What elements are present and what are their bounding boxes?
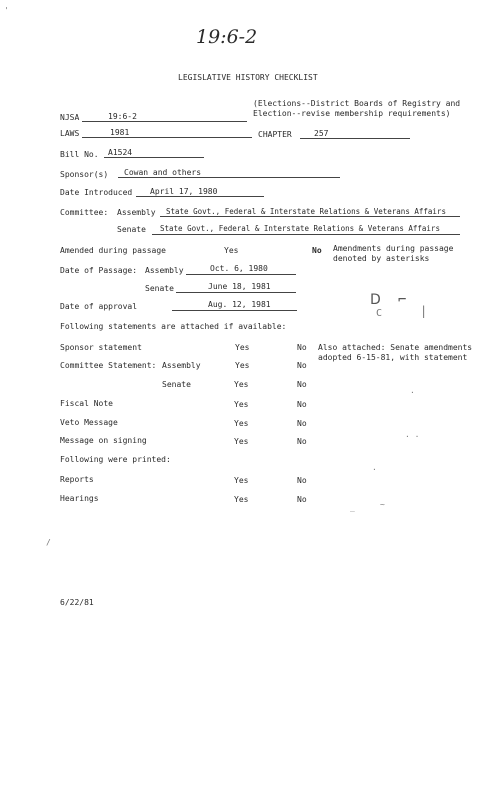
scan-speck: · <box>410 388 415 397</box>
committee-statement-assembly: Assembly <box>162 361 201 370</box>
veto-message-no: No <box>297 419 307 428</box>
reports-yes: Yes <box>234 476 249 485</box>
chapter-label: CHAPTER <box>258 130 292 139</box>
scan-speck: ~ <box>380 500 385 509</box>
committee-statement-assembly-no: No <box>297 361 307 370</box>
approval-underline <box>172 310 297 311</box>
laws-label: LAWS <box>60 129 80 138</box>
signing-message-label: Message on signing <box>60 436 147 445</box>
also-attached-line-2: adopted 6-15-81, with statement <box>318 353 468 362</box>
approval-label: Date of approval <box>60 302 138 311</box>
fiscal-note-label: Fiscal Note <box>60 399 113 408</box>
hearings-no: No <box>297 495 307 504</box>
scan-speck: · · <box>405 432 420 441</box>
passage-senate-label: Senate <box>145 284 174 293</box>
chapter-value: 257 <box>314 129 329 138</box>
passage-assembly-underline <box>186 274 296 275</box>
reports-no: No <box>297 476 307 485</box>
veto-message-label: Veto Message <box>60 418 118 427</box>
committee-assembly-underline <box>160 216 460 217</box>
sponsor-statement-no: No <box>297 343 307 352</box>
stamp-mark-2: ⌐ <box>398 292 407 308</box>
also-attached-line-1: Also attached: Senate amendments <box>318 343 473 352</box>
description-line-2: Election--revise membership requirements) <box>253 109 451 118</box>
committee-statement-assembly-yes: Yes <box>235 361 250 370</box>
approval-value: Aug. 12, 1981 <box>208 300 271 309</box>
introduced-label: Date Introduced <box>60 188 133 197</box>
bill-label: Bill No. <box>60 150 99 159</box>
footer-date: 6/22/81 <box>60 598 94 607</box>
signing-message-no: No <box>297 437 307 446</box>
amended-no: No <box>312 246 322 255</box>
amended-label: Amended during passage <box>60 246 166 255</box>
laws-value: 1981 <box>110 128 130 137</box>
committee-assembly-value: State Govt., Federal & Interstate Relations & Veterans Affairs <box>166 207 446 216</box>
sponsor-value: Cowan and others <box>124 168 202 177</box>
amend-note-line-1: Amendments during passage <box>333 244 454 253</box>
printed-heading: Following were printed: <box>60 455 171 464</box>
passage-senate-underline <box>176 292 296 293</box>
committee-senate-label: Senate <box>117 225 146 234</box>
committee-statement-senate: Senate <box>162 380 191 389</box>
scan-speck: ‾ <box>350 510 355 519</box>
introduced-underline <box>136 196 264 197</box>
veto-message-yes: Yes <box>234 419 249 428</box>
amended-yes: Yes <box>224 246 239 255</box>
amend-note-line-2: denoted by asterisks <box>333 254 430 263</box>
laws-underline <box>82 137 252 138</box>
introduced-value: April 17, 1980 <box>150 187 218 196</box>
sponsor-statement-yes: Yes <box>235 343 250 352</box>
hearings-yes: Yes <box>234 495 249 504</box>
stamp-mark-3: C <box>376 308 383 319</box>
sponsor-label: Sponsor(s) <box>60 170 109 179</box>
scan-speck: / <box>46 538 51 547</box>
sponsor-statement-label: Sponsor statement <box>60 343 142 352</box>
committee-statement-label: Committee Statement: <box>60 361 157 370</box>
handwritten-statute-number: 19:6-2 <box>196 26 258 48</box>
corner-mark: ' <box>4 6 9 15</box>
stamp-mark-4: | <box>420 304 428 318</box>
fiscal-note-no: No <box>297 400 307 409</box>
bill-value: A1524 <box>108 148 133 157</box>
bill-underline <box>104 157 204 158</box>
njsa-value: 19:6-2 <box>108 112 137 121</box>
committee-label: Committee: <box>60 208 109 217</box>
hearings-label: Hearings <box>60 494 99 503</box>
reports-label: Reports <box>60 475 94 484</box>
signing-message-yes: Yes <box>234 437 249 446</box>
committee-assembly-label: Assembly <box>117 208 156 217</box>
scan-speck: · <box>372 465 377 474</box>
committee-senate-underline <box>152 234 460 235</box>
committee-senate-value: State Govt., Federal & Interstate Relations & Veterans Affairs <box>160 224 440 233</box>
passage-label: Date of Passage: <box>60 266 138 275</box>
description-line-1: (Elections--District Boards of Registry and <box>253 99 461 108</box>
committee-statement-senate-no: No <box>297 380 307 389</box>
passage-assembly-value: Oct. 6, 1980 <box>210 264 268 273</box>
page-title: LEGISLATIVE HISTORY CHECKLIST <box>178 73 318 82</box>
njsa-label: NJSA <box>60 113 80 122</box>
fiscal-note-yes: Yes <box>234 400 249 409</box>
passage-assembly-label: Assembly <box>145 266 184 275</box>
njsa-underline <box>82 121 247 122</box>
passage-senate-value: June 18, 1981 <box>208 282 271 291</box>
stamp-mark: D <box>370 292 381 308</box>
sponsor-underline <box>118 177 340 178</box>
committee-statement-senate-yes: Yes <box>234 380 249 389</box>
attached-heading: Following statements are attached if available: <box>60 322 287 331</box>
chapter-underline <box>300 138 410 139</box>
